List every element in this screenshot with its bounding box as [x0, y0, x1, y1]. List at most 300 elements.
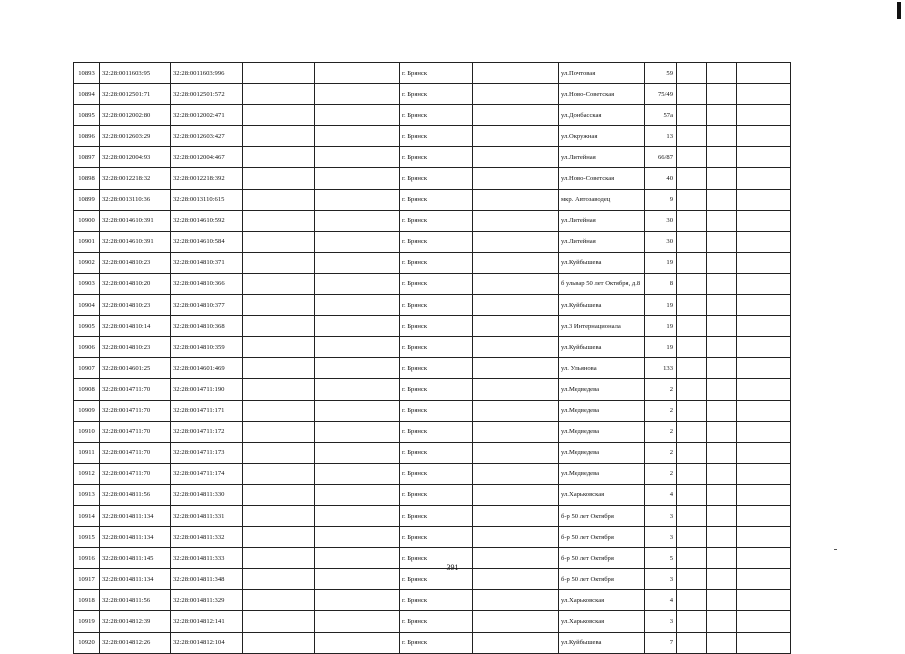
- empty-cell: [243, 421, 315, 442]
- row-number-cell: 10896: [74, 126, 100, 147]
- object-cadastral-cell: 32:28:0014610:584: [171, 231, 243, 252]
- empty-cell: [707, 484, 737, 505]
- street-cell: ул.Медведева: [559, 400, 645, 421]
- city-cell: г. Брянск: [400, 463, 473, 484]
- empty-cell: [707, 421, 737, 442]
- table-row: [74, 632, 791, 653]
- empty-cell: [707, 252, 737, 273]
- house-number-cell: 59: [645, 63, 677, 84]
- empty-cell: [473, 189, 559, 210]
- city-cell: г. Брянск: [400, 527, 473, 548]
- land-cadastral-cell: 32:28:0012002:80: [100, 105, 171, 126]
- empty-cell: [315, 273, 400, 294]
- empty-cell: [677, 63, 707, 84]
- house-number-cell: 2: [645, 379, 677, 400]
- land-cadastral-cell: 32:28:0014811:56: [100, 484, 171, 505]
- empty-cell: [737, 189, 791, 210]
- empty-cell: [737, 84, 791, 105]
- city-cell: г. Брянск: [400, 252, 473, 273]
- empty-cell: [315, 147, 400, 168]
- row-number-cell: 10918: [74, 590, 100, 611]
- empty-cell: [473, 252, 559, 273]
- empty-cell: [737, 337, 791, 358]
- row-number-cell: 10909: [74, 400, 100, 421]
- row-number-cell: 10915: [74, 527, 100, 548]
- empty-cell: [677, 337, 707, 358]
- empty-cell: [677, 505, 707, 526]
- street-cell: ул.Харьковская: [559, 484, 645, 505]
- empty-cell: [315, 126, 400, 147]
- land-cadastral-cell: 32:28:0011603:95: [100, 63, 171, 84]
- land-cadastral-cell: 32:28:0014601:25: [100, 358, 171, 379]
- object-cadastral-cell: 32:28:0012004:467: [171, 147, 243, 168]
- table-row: [74, 252, 791, 273]
- empty-cell: [243, 379, 315, 400]
- street-cell: мкр. Автозаводец: [559, 189, 645, 210]
- row-number-cell: 10919: [74, 611, 100, 632]
- empty-cell: [243, 126, 315, 147]
- row-number-cell: 10893: [74, 63, 100, 84]
- city-cell: г. Брянск: [400, 168, 473, 189]
- city-cell: г. Брянск: [400, 442, 473, 463]
- empty-cell: [677, 632, 707, 653]
- street-cell: ул.Ново-Советская: [559, 84, 645, 105]
- empty-cell: [243, 358, 315, 379]
- row-number-cell: 10902: [74, 252, 100, 273]
- empty-cell: [315, 295, 400, 316]
- object-cadastral-cell: 32:28:0014610:592: [171, 210, 243, 231]
- empty-cell: [473, 611, 559, 632]
- row-number-cell: 10913: [74, 484, 100, 505]
- row-number-cell: 10911: [74, 442, 100, 463]
- empty-cell: [315, 63, 400, 84]
- object-cadastral-cell: 32:28:0014811:332: [171, 527, 243, 548]
- object-cadastral-cell: 32:28:0014601:469: [171, 358, 243, 379]
- house-number-cell: 30: [645, 210, 677, 231]
- empty-cell: [707, 147, 737, 168]
- empty-cell: [243, 463, 315, 484]
- city-cell: г. Брянск: [400, 105, 473, 126]
- city-cell: г. Брянск: [400, 548, 473, 569]
- empty-cell: [707, 337, 737, 358]
- row-number-cell: 10905: [74, 316, 100, 337]
- empty-cell: [473, 231, 559, 252]
- land-cadastral-cell: 32:28:0014811:134: [100, 505, 171, 526]
- empty-cell: [737, 210, 791, 231]
- empty-cell: [473, 273, 559, 294]
- land-cadastral-cell: 32:28:0014811:134: [100, 527, 171, 548]
- empty-cell: [737, 105, 791, 126]
- table-row: [74, 463, 791, 484]
- land-cadastral-cell: 32:28:0014810:23: [100, 295, 171, 316]
- empty-cell: [315, 168, 400, 189]
- empty-cell: [473, 168, 559, 189]
- empty-cell: [707, 210, 737, 231]
- land-cadastral-cell: 32:28:0014610:391: [100, 231, 171, 252]
- table-row: [74, 210, 791, 231]
- empty-cell: [243, 147, 315, 168]
- row-number-cell: 10920: [74, 632, 100, 653]
- table-row: [74, 400, 791, 421]
- empty-cell: [243, 295, 315, 316]
- empty-cell: [315, 527, 400, 548]
- house-number-cell: 3: [645, 611, 677, 632]
- land-cadastral-cell: 32:28:0014811:56: [100, 590, 171, 611]
- table-row: [74, 442, 791, 463]
- empty-cell: [737, 442, 791, 463]
- city-cell: г. Брянск: [400, 379, 473, 400]
- empty-cell: [473, 295, 559, 316]
- object-cadastral-cell: 32:28:0014810:368: [171, 316, 243, 337]
- house-number-cell: 19: [645, 295, 677, 316]
- empty-cell: [737, 126, 791, 147]
- empty-cell: [315, 632, 400, 653]
- house-number-cell: 2: [645, 442, 677, 463]
- land-cadastral-cell: 32:28:0012218:32: [100, 168, 171, 189]
- empty-cell: [677, 442, 707, 463]
- house-number-cell: 30: [645, 231, 677, 252]
- empty-cell: [737, 611, 791, 632]
- empty-cell: [315, 252, 400, 273]
- land-cadastral-cell: 32:28:0014811:134: [100, 569, 171, 590]
- object-cadastral-cell: 32:28:0014812:141: [171, 611, 243, 632]
- empty-cell: [737, 358, 791, 379]
- land-cadastral-cell: 32:28:0014810:23: [100, 337, 171, 358]
- empty-cell: [677, 379, 707, 400]
- land-cadastral-cell: 32:28:0013110:36: [100, 189, 171, 210]
- empty-cell: [707, 63, 737, 84]
- land-cadastral-cell: 32:28:0014711:70: [100, 442, 171, 463]
- empty-cell: [473, 210, 559, 231]
- empty-cell: [243, 168, 315, 189]
- land-cadastral-cell: 32:28:0012501:71: [100, 84, 171, 105]
- land-cadastral-cell: 32:28:0014810:14: [100, 316, 171, 337]
- empty-cell: [737, 484, 791, 505]
- empty-cell: [737, 147, 791, 168]
- empty-cell: [473, 505, 559, 526]
- empty-cell: [315, 590, 400, 611]
- city-cell: г. Брянск: [400, 189, 473, 210]
- street-cell: ул.Ново-Советская: [559, 168, 645, 189]
- empty-cell: [677, 84, 707, 105]
- empty-cell: [243, 231, 315, 252]
- empty-cell: [473, 147, 559, 168]
- house-number-cell: 133: [645, 358, 677, 379]
- house-number-cell: 4: [645, 590, 677, 611]
- object-cadastral-cell: 32:28:0014711:190: [171, 379, 243, 400]
- object-cadastral-cell: 32:28:0014811:329: [171, 590, 243, 611]
- house-number-cell: 19: [645, 337, 677, 358]
- row-number-cell: 10903: [74, 273, 100, 294]
- empty-cell: [315, 611, 400, 632]
- object-cadastral-cell: 32:28:0014811:330: [171, 484, 243, 505]
- house-number-cell: 3: [645, 505, 677, 526]
- empty-cell: [315, 505, 400, 526]
- table-row: [74, 189, 791, 210]
- land-cadastral-cell: 32:28:0012603:29: [100, 126, 171, 147]
- empty-cell: [737, 527, 791, 548]
- land-cadastral-cell: 32:28:0014811:145: [100, 548, 171, 569]
- street-cell: ул.Литейная: [559, 210, 645, 231]
- empty-cell: [707, 295, 737, 316]
- empty-cell: [677, 273, 707, 294]
- empty-cell: [707, 231, 737, 252]
- object-cadastral-cell: 32:28:0014810:359: [171, 337, 243, 358]
- street-cell: ул.Куйбышева: [559, 337, 645, 358]
- empty-cell: [473, 463, 559, 484]
- land-cadastral-cell: 32:28:0014810:23: [100, 252, 171, 273]
- empty-cell: [473, 126, 559, 147]
- empty-cell: [707, 632, 737, 653]
- street-cell: ул.Медведева: [559, 379, 645, 400]
- table-row: [74, 84, 791, 105]
- object-cadastral-cell: 32:28:0014810:371: [171, 252, 243, 273]
- empty-cell: [677, 295, 707, 316]
- row-number-cell: 10912: [74, 463, 100, 484]
- empty-cell: [737, 463, 791, 484]
- house-number-cell: 2: [645, 421, 677, 442]
- empty-cell: [677, 252, 707, 273]
- city-cell: г. Брянск: [400, 210, 473, 231]
- land-cadastral-cell: 32:28:0014711:70: [100, 379, 171, 400]
- street-cell: б-р 50 лет Октября: [559, 569, 645, 590]
- table-row: [74, 590, 791, 611]
- empty-cell: [677, 105, 707, 126]
- object-cadastral-cell: 32:28:0014810:366: [171, 273, 243, 294]
- empty-cell: [473, 84, 559, 105]
- empty-cell: [315, 442, 400, 463]
- row-number-cell: 10914: [74, 505, 100, 526]
- street-cell: ул.Куйбышева: [559, 252, 645, 273]
- house-number-cell: 4: [645, 484, 677, 505]
- street-cell: ул.3 Интернационала: [559, 316, 645, 337]
- empty-cell: [737, 168, 791, 189]
- house-number-cell: 8: [645, 273, 677, 294]
- empty-cell: [737, 632, 791, 653]
- land-cadastral-cell: 32:28:0014810:20: [100, 273, 171, 294]
- empty-cell: [737, 379, 791, 400]
- empty-cell: [473, 337, 559, 358]
- empty-cell: [737, 400, 791, 421]
- empty-cell: [737, 316, 791, 337]
- table-row: [74, 273, 791, 294]
- table-row: [74, 105, 791, 126]
- table-row: [74, 126, 791, 147]
- empty-cell: [677, 358, 707, 379]
- object-cadastral-cell: 32:28:0014711:173: [171, 442, 243, 463]
- empty-cell: [737, 295, 791, 316]
- city-cell: г. Брянск: [400, 231, 473, 252]
- house-number-cell: 2: [645, 400, 677, 421]
- empty-cell: [243, 611, 315, 632]
- row-number-cell: 10894: [74, 84, 100, 105]
- empty-cell: [737, 273, 791, 294]
- street-cell: ул.Окружная: [559, 126, 645, 147]
- empty-cell: [473, 590, 559, 611]
- empty-cell: [315, 463, 400, 484]
- object-cadastral-cell: 32:28:0014812:104: [171, 632, 243, 653]
- object-cadastral-cell: 32:28:0013110:615: [171, 189, 243, 210]
- table-row: [74, 527, 791, 548]
- empty-cell: [243, 527, 315, 548]
- object-cadastral-cell: 32:28:0014811:348: [171, 569, 243, 590]
- city-cell: г. Брянск: [400, 611, 473, 632]
- scan-tick-mark: [834, 549, 837, 550]
- house-number-cell: 13: [645, 126, 677, 147]
- city-cell: г. Брянск: [400, 358, 473, 379]
- empty-cell: [707, 400, 737, 421]
- house-number-cell: 5: [645, 548, 677, 569]
- empty-cell: [315, 400, 400, 421]
- row-number-cell: 10908: [74, 379, 100, 400]
- object-cadastral-cell: 32:28:0011603:996: [171, 63, 243, 84]
- house-number-cell: 7: [645, 632, 677, 653]
- empty-cell: [677, 126, 707, 147]
- empty-cell: [473, 632, 559, 653]
- empty-cell: [243, 316, 315, 337]
- land-cadastral-cell: 32:28:0012004:93: [100, 147, 171, 168]
- empty-cell: [473, 358, 559, 379]
- house-number-cell: 40: [645, 168, 677, 189]
- house-number-cell: 2: [645, 463, 677, 484]
- empty-cell: [315, 316, 400, 337]
- object-cadastral-cell: 32:28:0014810:377: [171, 295, 243, 316]
- empty-cell: [737, 231, 791, 252]
- city-cell: г. Брянск: [400, 63, 473, 84]
- empty-cell: [737, 505, 791, 526]
- table-row: [74, 505, 791, 526]
- empty-cell: [707, 358, 737, 379]
- house-number-cell: 9: [645, 189, 677, 210]
- city-cell: г. Брянск: [400, 400, 473, 421]
- empty-cell: [707, 168, 737, 189]
- empty-cell: [315, 210, 400, 231]
- page-number: 391: [446, 563, 459, 572]
- object-cadastral-cell: 32:28:0014711:174: [171, 463, 243, 484]
- land-cadastral-cell: 32:28:0014711:70: [100, 400, 171, 421]
- empty-cell: [707, 611, 737, 632]
- row-number-cell: 10906: [74, 337, 100, 358]
- row-number-cell: 10901: [74, 231, 100, 252]
- empty-cell: [677, 463, 707, 484]
- land-cadastral-cell: 32:28:0014711:70: [100, 463, 171, 484]
- street-cell: ул.Почтовая: [559, 63, 645, 84]
- empty-cell: [677, 210, 707, 231]
- empty-cell: [677, 590, 707, 611]
- empty-cell: [737, 252, 791, 273]
- house-number-cell: 66/87: [645, 147, 677, 168]
- empty-cell: [707, 379, 737, 400]
- object-cadastral-cell: 32:28:0012002:471: [171, 105, 243, 126]
- empty-cell: [707, 505, 737, 526]
- city-cell: г. Брянск: [400, 147, 473, 168]
- empty-cell: [243, 337, 315, 358]
- table-row: [74, 611, 791, 632]
- empty-cell: [315, 421, 400, 442]
- object-cadastral-cell: 32:28:0012501:572: [171, 84, 243, 105]
- street-cell: ул.Донбасская: [559, 105, 645, 126]
- table-row: [74, 421, 791, 442]
- empty-cell: [315, 105, 400, 126]
- empty-cell: [707, 316, 737, 337]
- empty-cell: [315, 484, 400, 505]
- city-cell: г. Брянск: [400, 126, 473, 147]
- city-cell: г. Брянск: [400, 337, 473, 358]
- object-cadastral-cell: 32:28:0014811:331: [171, 505, 243, 526]
- empty-cell: [473, 527, 559, 548]
- city-cell: г. Брянск: [400, 421, 473, 442]
- street-cell: ул.Куйбышева: [559, 632, 645, 653]
- empty-cell: [243, 252, 315, 273]
- empty-cell: [707, 189, 737, 210]
- house-number-cell: 3: [645, 569, 677, 590]
- land-cadastral-cell: 32:28:0014610:391: [100, 210, 171, 231]
- table-row: [74, 379, 791, 400]
- row-number-cell: 10899: [74, 189, 100, 210]
- table-row: [74, 337, 791, 358]
- empty-cell: [677, 421, 707, 442]
- house-number-cell: 19: [645, 316, 677, 337]
- city-cell: г. Брянск: [400, 505, 473, 526]
- empty-cell: [473, 379, 559, 400]
- empty-cell: [737, 421, 791, 442]
- city-cell: г. Брянск: [400, 84, 473, 105]
- object-cadastral-cell: 32:28:0012603:427: [171, 126, 243, 147]
- empty-cell: [677, 316, 707, 337]
- street-cell: ул.Литейная: [559, 231, 645, 252]
- street-cell: ул.Литейная: [559, 147, 645, 168]
- street-cell: б-р 50 лет Октября: [559, 527, 645, 548]
- empty-cell: [243, 210, 315, 231]
- row-number-cell: 10897: [74, 147, 100, 168]
- empty-cell: [473, 63, 559, 84]
- city-cell: г. Брянск: [400, 316, 473, 337]
- empty-cell: [677, 231, 707, 252]
- street-cell: ул.Харьковская: [559, 611, 645, 632]
- empty-cell: [473, 484, 559, 505]
- table-row: [74, 295, 791, 316]
- house-number-cell: 57а: [645, 105, 677, 126]
- empty-cell: [243, 632, 315, 653]
- empty-cell: [707, 273, 737, 294]
- empty-cell: [707, 527, 737, 548]
- empty-cell: [243, 63, 315, 84]
- empty-cell: [315, 231, 400, 252]
- empty-cell: [677, 484, 707, 505]
- empty-cell: [677, 189, 707, 210]
- street-cell: ул.Харьковская: [559, 590, 645, 611]
- empty-cell: [243, 273, 315, 294]
- empty-cell: [315, 189, 400, 210]
- city-cell: г. Брянск: [400, 484, 473, 505]
- empty-cell: [677, 611, 707, 632]
- city-cell: г. Брянск: [400, 295, 473, 316]
- house-number-cell: 19: [645, 252, 677, 273]
- empty-cell: [243, 400, 315, 421]
- row-number-cell: 10907: [74, 358, 100, 379]
- empty-cell: [315, 358, 400, 379]
- city-cell: г. Брянск: [400, 590, 473, 611]
- city-cell: г. Брянск: [400, 632, 473, 653]
- empty-cell: [737, 63, 791, 84]
- row-number-cell: 10900: [74, 210, 100, 231]
- land-cadastral-cell: 32:28:0014812:39: [100, 611, 171, 632]
- table-row: [74, 231, 791, 252]
- empty-cell: [243, 505, 315, 526]
- empty-cell: [707, 126, 737, 147]
- street-cell: ул. Ульянова: [559, 358, 645, 379]
- object-cadastral-cell: 32:28:0014711:172: [171, 421, 243, 442]
